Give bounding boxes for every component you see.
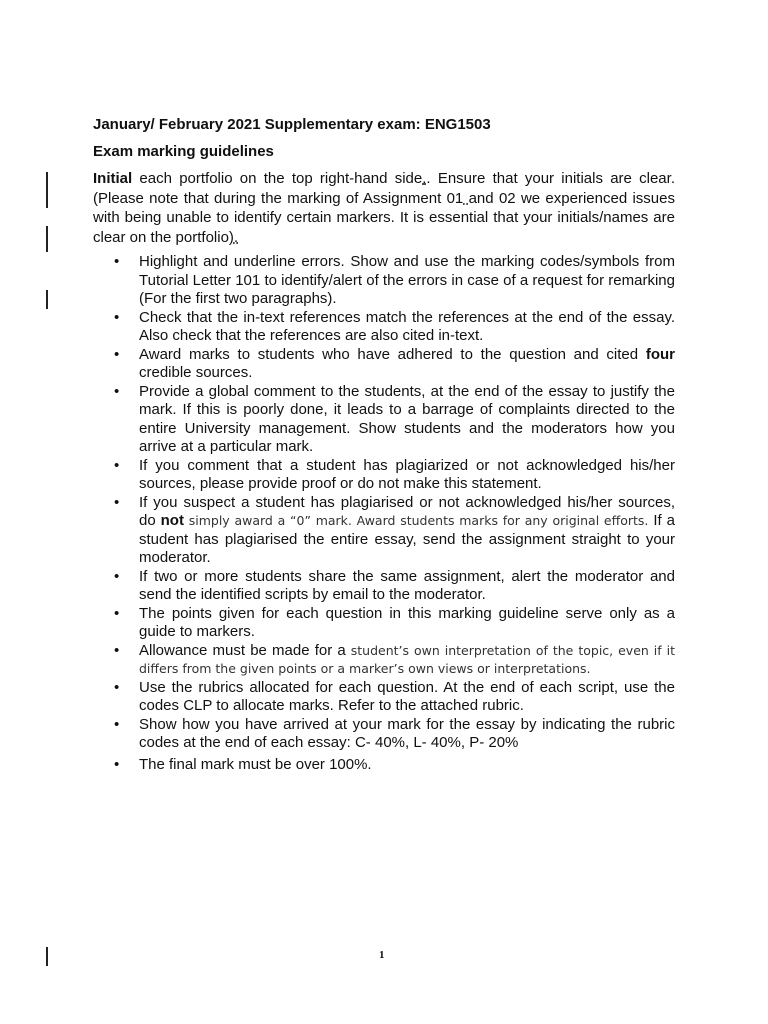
change-bar bbox=[46, 226, 48, 252]
list-item: • Highlight and underline errors. Show and use the marking codes/symbols from Tutorial Letter 101 to identify/alert of the errors in case of a request for remarking (For the first two paragraphs). bbox=[93, 253, 675, 309]
list-item: • If two or more students share the same assignment, alert the moderator and send the identified scripts by email to the moderator. bbox=[93, 568, 675, 605]
intro-text: each portfolio on the top right-hand side bbox=[132, 170, 423, 187]
list-item: • Show how you have arrived at your mark for the essay by indicating the rubric codes at the end of each essay: C- 40%, L- 40%, P- 20% bbox=[93, 716, 675, 753]
intro-text: . Ensure that your initials are clear. (Please note that during the marking of Assignment 01 bbox=[93, 170, 675, 207]
list-item: • If you comment that a student has plagiarized or not acknowledged his/her sources, please provide proof or do not make this statement. bbox=[93, 457, 675, 494]
list-item: • The final mark must be over 100%. bbox=[93, 756, 675, 775]
page-number: 1 bbox=[379, 949, 385, 961]
document-title: January/ February 2021 Supplementary exam: ENG1503 bbox=[93, 116, 491, 133]
tracked-change-mark: . bbox=[233, 228, 239, 246]
intro-text: and 02 we experienced issues with being unable to identify certain markers. It is essential that your initials/names are clear on the portfolio) bbox=[93, 189, 675, 246]
list-item: • Allowance must be made for a student’s own interpretation of the topic, even if it differs from the given points or a marker’s own views or interpretations. bbox=[93, 642, 675, 679]
change-bar bbox=[46, 290, 48, 309]
change-bar bbox=[46, 172, 48, 208]
list-item: • Check that the in-text references match the references at the end of the essay. Also check that the references are also cited in-text. bbox=[93, 309, 675, 346]
list-item: • The points given for each question in this marking guideline serve only as a guide to markers. bbox=[93, 605, 675, 642]
intro-paragraph bbox=[93, 169, 675, 247]
list-item: • If you suspect a student has plagiarised or not acknowledged his/her sources, do not simply award a “0” mark. Award students marks for any original efforts. If a student has plagiarised the entire essay, send the assignment straight to your moderator. bbox=[93, 494, 675, 568]
list-item: • Provide a global comment to the students, at the end of the essay to justify the mark. If this is poorly done, it leads to a barrage of complaints directed to the entire University management. Show students and the moderators how you arrive at a particular mark. bbox=[93, 383, 675, 457]
guideline-list bbox=[93, 253, 675, 774]
tracked-change-mark: . bbox=[422, 170, 427, 187]
change-bar bbox=[46, 947, 48, 966]
intro-bold-word: Initial bbox=[93, 170, 133, 187]
document-subtitle: Exam marking guidelines bbox=[93, 143, 274, 160]
list-item: • Use the rubrics allocated for each question. At the end of each script, use the codes CLP to allocate marks. Refer to the attached rubric. bbox=[93, 679, 675, 716]
list-item: • Award marks to students who have adhered to the question and cited four credible sources. bbox=[93, 346, 675, 383]
